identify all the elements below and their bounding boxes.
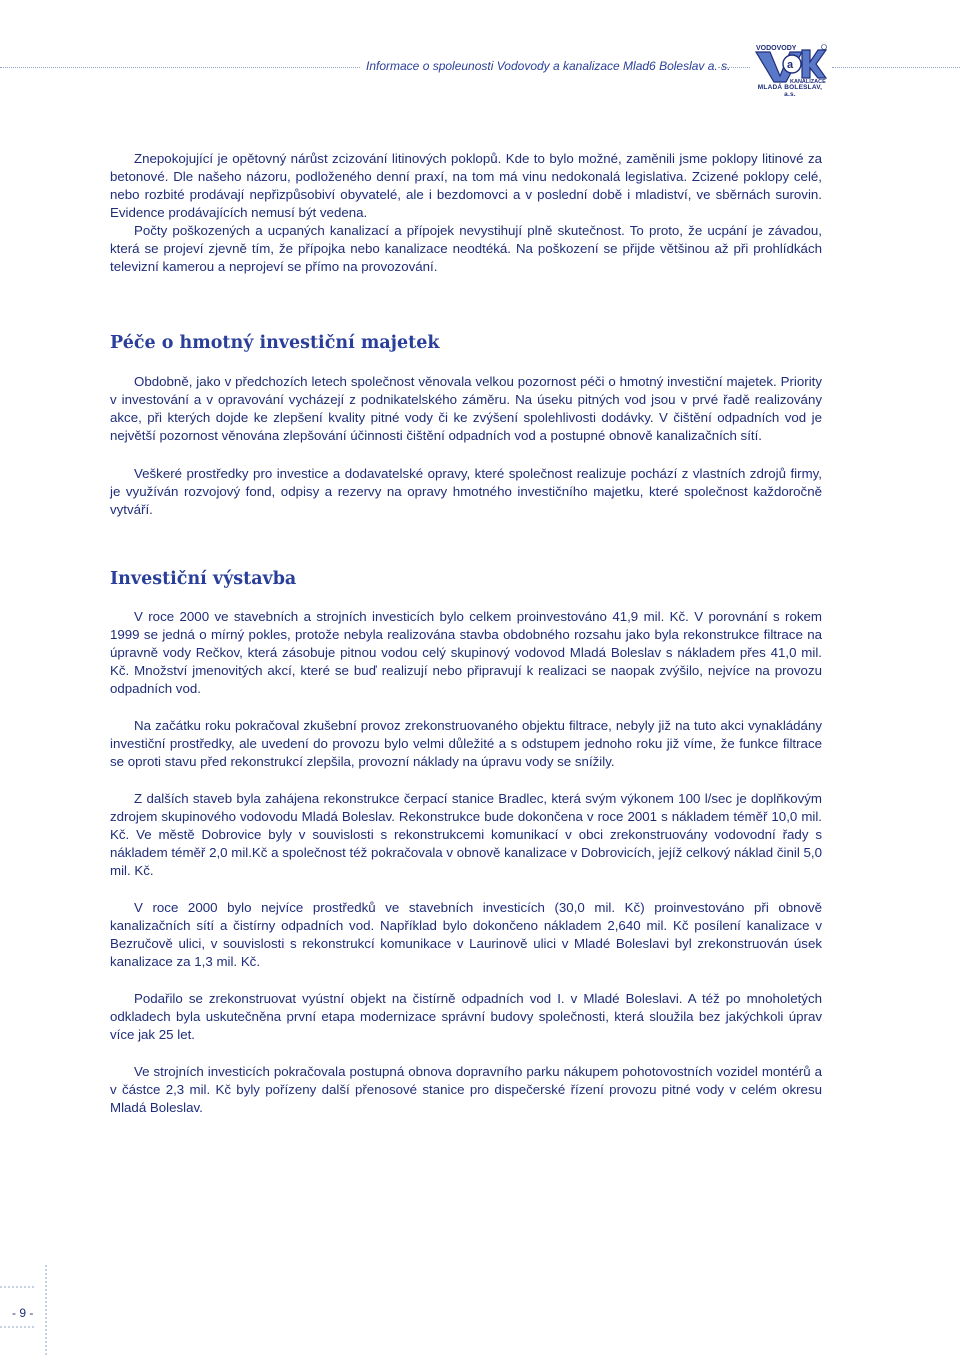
vak-logo <box>752 42 828 98</box>
investment-paragraph-5: Podařilo se zrekonstruovat vyústní objekt na čistírně odpadních vod I. v Mladé Boleslavi. A též po mnoholetých odkladech byla uskutečněna první etapa modernizace správní budovy společnosti, která sloužila bez jakýchkoli úprav více jak 25 let. <box>110 991 822 1042</box>
header-rule-left <box>0 67 360 68</box>
investment-paragraph-4: V roce 2000 bylo nejvíce prostředků ve stavebních investicích (30,0 mil. Kč) proinvestováno při obnově kanalizačních sítí a čistírny odpadních vod. Například bylo dokončeno nákladem 2,640 mil. Kč posílení kanalizace v Bezručově ulici, v souvislosti s rekonstrukcí komunikace v Laurinově ulici v Mladé Boleslavi byl zrekonstruován úsek kanalizace za 1,3 mil. Kč. <box>110 900 822 969</box>
header-rule-far-right <box>832 67 960 68</box>
vak-logo-mark <box>752 42 828 84</box>
investment-paragraph-3: Z dalších staveb byla zahájena rekonstrukce čerpací stanice Bradlec, která svým výkonem 100 l/sec je doplňkovým zdrojem skupinového vodovodu Mladá Boleslav. Rekonstrukce bude dokončena v roce 2001 s nákladem téměř 10,0 mil. Kč. Ve městě Dobrovice byly v souvislosti s rekonstrukcemi komunikací v obci zrekonstruovány vodovodní řady s nákladem téměř 2,0 mil.Kč a společnost též pokračovala v obnově kanalizace v Dobrovicích, jejíž celkový náklad činil 5,0 mil. Kč. <box>110 791 822 878</box>
section-heading-care: Péče o hmotný investiční majetek <box>110 333 440 353</box>
main-content <box>110 150 822 1117</box>
section-heading-investment: Investiční výstavba <box>110 569 297 589</box>
investment-paragraph-6: Ve strojních investicích pokračovala postupná obnova dopravního parku nákupem pohotovostních vozidel montérů a v částce 2,3 mil. Kč byly pořízeny další přenosové stanice pro dispečerské řízení provozu pitné vody v celém okresu Mladá Boleslav. <box>110 1064 822 1115</box>
care-paragraph-1: Obdobně, jako v předchozích letech společnost věnovala velkou pozornost péči o hmotný investiční majetek. Priority v investování a v opravování vycházejí z podnikatelského záměru. Na úseku pitných vod jsou v prvé řadě realizovány akce, při kterých dojde ke zlepšení kvality pitné vody či ke zvýšení spolehlivosti dodávky. V čištění odpadních vod je největší pozornost věnována zlepšování účinnosti čištění odpadních vod a postupné obnově kanalizačních sítí. <box>110 374 822 443</box>
svg-text:a: a <box>787 59 794 71</box>
investment-paragraph-2: Na začátku roku pokračoval zkušební provoz zrekonstruovaného objektu filtrace, nebyly již na tuto akci vynakládány investiční prostředky, ale uvedení do provozu bylo velmi důležité a s odstupem jednoho roku již víme, že funkce filtrace se oproti stavu před rekonstrukcí zlepšila, provozní náklady na úpravu vody se snížily. <box>110 718 822 769</box>
intro-paragraph-1: Znepokojující je opětovný nárůst zcizování litinových poklopů. Kde to bylo možné, zaměnili jsme poklopy litinové za betonové. Dle našeho názoru, podloženého denní praxí, na tom má vinu nedokonalá legislativa. Zcizené poklopy celé, nebo rozbité prodávají nepřizpůsobiví obyvatelé, ale i bezdomovci a v poslední době i mladiství, ve sběrnách surovin. Evidence prodávajících nemusí být vedena. <box>110 151 822 220</box>
logo-top-text: VODOVODY <box>756 45 797 52</box>
investment-paragraph-1: V roce 2000 ve stavebních a strojních investicích bylo celkem proinvestováno 41,9 mil. Kč. V porovnání s rokem 1999 se jedná o mírný pokles, protože nebyla realizována stavba obdobného rozsahu jako byla rekonstrukce filtrace na úpravně vody Rečkov, která zásobuje pitnou vodou celý skupinový vodovod Mladá Boleslav s nákladem přes 41,0 mil. Kč. Množství jmenovitých akcí, které se buď realizují nebo připravují k realizaci se naopak zvýšilo, nejvíce na provozu odpadních vod. <box>110 609 822 696</box>
page-number: - 9 - <box>12 1306 34 1320</box>
logo-sub-text: MLADÁ BOLESLAV, a.s. <box>757 84 823 98</box>
intro-paragraph-2: Počty poškozených a ucpaných kanalizací a přípojek nevystihují plně skutečnost. To proto, že ucpání je závadou, která se projeví zjevně tím, že přípojka nebo kanalizace neodtéká. Na poškození se přijde většinou až při prohlídkách televizní kamerou a neprojeví se přímo na provozování. <box>110 223 822 274</box>
header-title: Informace o spoleunosti Vodovody a kanalizace Mlad6 Boleslav a. s. <box>366 59 731 73</box>
care-paragraph-2: Veškeré prostředky pro investice a dodavatelské opravy, které společnost realizuje pochází z vlastních zdrojů firmy, je využíván rozvojový fond, odpisy a rezervy na opravy hmotného investičního majetku, které společnost každoročně vytváří. <box>110 466 822 517</box>
logo-bottom-text: KANALIZACE <box>790 79 826 84</box>
